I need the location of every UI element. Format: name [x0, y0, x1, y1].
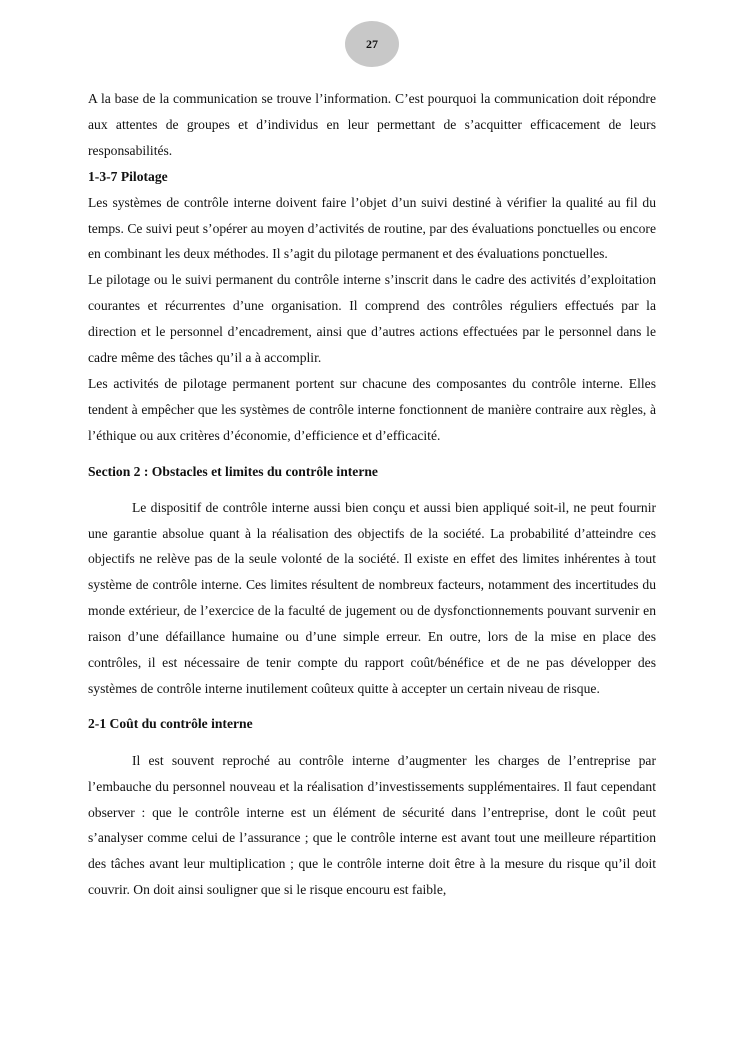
intro-paragraph: A la base de la communication se trouve l’information. C’est pourquoi la communication doit répondre aux attentes de groupes et d’individus en leur permettant de s’acquitter efficacement de leurs responsabilités. [88, 91, 656, 158]
pilotage-paragraph-3: Les activités de pilotage permanent portent sur chacune des composantes du contrôle interne. Elles tendent à empêcher que les systèmes de contrôle interne fonctionnent de manière contraire aux règles, à l’éthique ou aux critères d’économie, d’efficience et d’efficacité. [88, 375, 656, 443]
section-2-paragraph: Le dispositif de contrôle interne aussi bien conçu et aussi bien appliqué soit-il, ne peut fournir une garantie absolue quant à la réalisation des objectifs de la société. La probabilité d’atteindre ces objectifs ne relève pas de la seule volonté de la société. Il existe en effet des limites inhérentes à tout système de contrôle interne. Ces limites résultent de nombreux facteurs, notamment des incertitudes du monde extérieur, de l’exercice de la faculté de jugement ou de dysfonctionnements pouvant survenir en raison d’une défaillance humaine ou d’une simple erreur. En outre, lors de la mise en place des contrôles, il est nécessaire de tenir compte du rapport coût/bénéfice et de ne pas développer des systèmes de contrôle interne inutilement coûteux quitte à accepter un certain niveau de risque. [88, 499, 656, 696]
document-body [88, 86, 656, 903]
pilotage-heading: 1-3-7 Pilotage [88, 168, 168, 184]
page-number: 27 [366, 36, 378, 51]
section-2-heading: Section 2 : Obstacles et limites du contrôle interne [88, 463, 378, 479]
cout-heading: 2-1 Coût du contrôle interne [88, 715, 253, 731]
pilotage-paragraph-1: Les systèmes de contrôle interne doivent faire l’objet d’un suivi destiné à vérifier la qualité au fil du temps. Ce suivi peut s’opérer au moyen d’activités de routine, par des évaluations ponctuelles ou encore en combinant les deux méthodes. Il s’agit du pilotage permanent et des évaluations ponctuelles. [88, 194, 656, 262]
cout-paragraph: Il est souvent reproché au contrôle interne d’augmenter les charges de l’entreprise par l’embauche du personnel nouveau et la réalisation d’investissements supplémentaires. Il faut cependant observer : que le contrôle interne est un élément de sécurité dans l’entreprise, dont le coût peut s’analyser comme celui de l’assurance ; que le contrôle interne est avant tout une meilleure répartition des tâches avant leur multiplication ; que le contrôle interne doit être à la mesure du risque qu’il doit couvrir. On doit ainsi souligner que si le risque encouru est faible, [88, 752, 656, 898]
page-number-badge [345, 21, 399, 67]
pilotage-paragraph-2: Le pilotage ou le suivi permanent du contrôle interne s’inscrit dans le cadre des activités d’exploitation courantes et récurrentes d’une organisation. Il comprend des contrôles réguliers effectués par la direction et le personnel d’encadrement, ainsi que d’autres actions effectuées par le personnel dans le cadre même des tâches qu’il a à accomplir. [88, 272, 656, 366]
